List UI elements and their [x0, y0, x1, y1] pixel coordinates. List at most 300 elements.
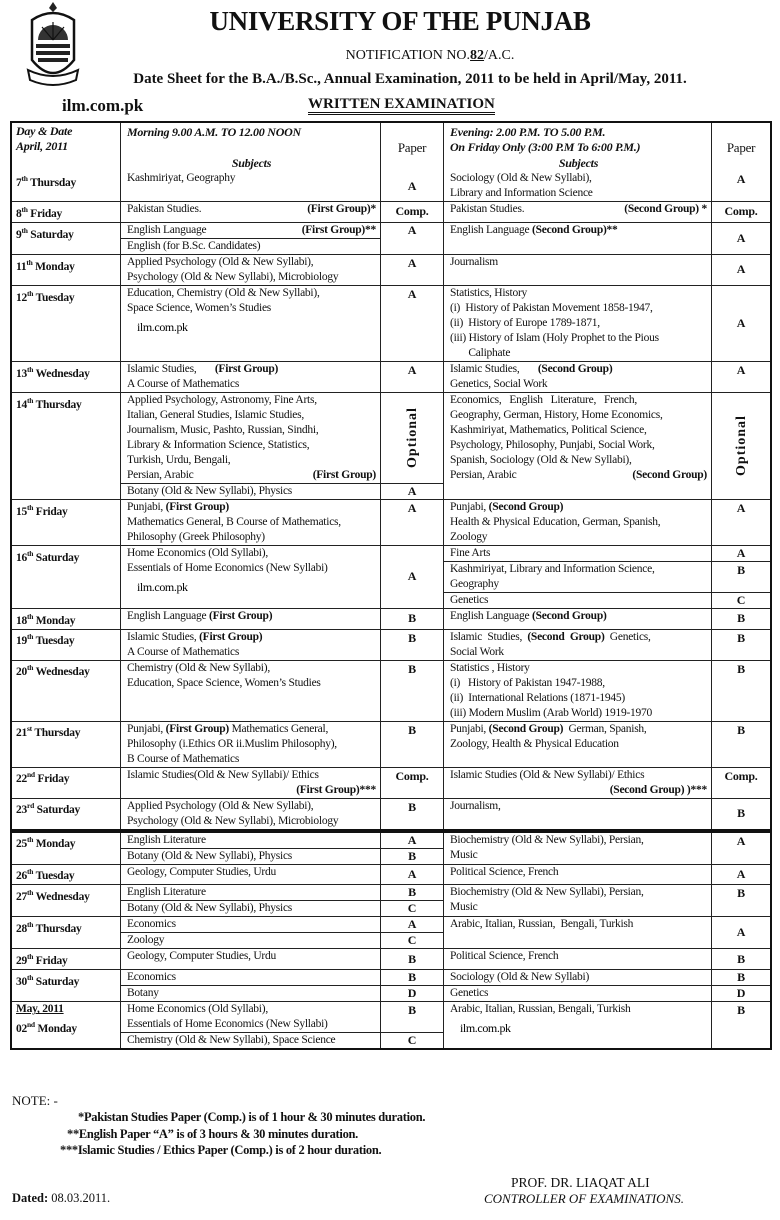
subjects-cell: [121, 286, 380, 361]
notification-suffix: /A.C.: [484, 48, 515, 63]
exam-slot: [444, 949, 770, 969]
group-label: (First Group): [199, 630, 263, 643]
subject-line: [127, 722, 376, 737]
paper-code: [711, 286, 770, 361]
group-label: (Second Group) )***: [609, 783, 707, 796]
date-cell: [12, 661, 120, 721]
date-suffix: th: [27, 835, 34, 845]
subjects-cell: [121, 362, 380, 392]
weekday: Wednesday: [35, 666, 90, 679]
paper-code: [711, 949, 770, 969]
subject-text: Islamic Studies,: [450, 362, 538, 375]
subject-text: Persian, Arabic: [450, 468, 517, 481]
date-label: [16, 632, 75, 648]
weekday: Friday: [35, 955, 68, 968]
paper-label: B: [408, 885, 416, 900]
date-label: [16, 205, 63, 220]
subject-line: Botany (Old & New Syllabi), Physics: [127, 902, 293, 915]
date-cell: [12, 286, 120, 361]
table-row: [12, 629, 770, 660]
subject-line: Geography, German, History, Home Economics,: [450, 408, 663, 421]
date-label: [16, 952, 68, 968]
subjects-cell: [444, 661, 711, 721]
subject-line: English Literature: [127, 886, 206, 899]
date-cell: [12, 799, 120, 829]
group-label: (Second Group): [488, 722, 564, 735]
morning-block: [120, 885, 443, 916]
date-cell: [12, 609, 120, 629]
paper-code: [380, 917, 443, 932]
paper-code: [711, 393, 770, 499]
date-cell: [12, 223, 120, 254]
paper-label: B: [408, 611, 416, 626]
table-row: [12, 361, 770, 392]
subject-line: Applied Psychology, Astronomy, Fine Arts,: [127, 393, 317, 406]
morning-block: [120, 833, 443, 864]
subject-line: Genetics: [450, 987, 489, 1000]
morning-block: [120, 799, 443, 829]
paper-code: [380, 500, 443, 545]
subject-line: Chemistry (Old & New Syllabi), Space Science: [127, 1034, 336, 1047]
date-label: [16, 920, 82, 936]
paper-label: A: [736, 925, 746, 940]
subjects-cell: [121, 901, 380, 916]
subject-text: Pakistan Studies.: [450, 203, 525, 215]
paper-label: B: [408, 799, 416, 814]
subject-line: [450, 362, 707, 377]
subject-line: Biochemistry (Old & New Syllabi), Persian,: [450, 833, 644, 846]
exam-slot: [444, 546, 770, 561]
paper-label: A: [736, 867, 746, 882]
dated-value: 08.03.2011.: [51, 1191, 111, 1205]
exam-slot: [121, 362, 443, 392]
morning-block: [120, 546, 443, 608]
subject-line: (ii) International Relations (1871-1945): [450, 691, 625, 704]
subject-line: Arabic, Italian, Russian, Bengali, Turkish: [450, 918, 634, 931]
date-label: [16, 888, 90, 904]
morning-block: [120, 661, 443, 721]
date-suffix: nd: [27, 770, 35, 780]
evening-block: [443, 885, 770, 916]
date-cell: [12, 768, 120, 798]
exam-slot: [121, 661, 443, 721]
subject-line: Journalism, Music, Pashto, Russian, Sindhi,: [127, 423, 319, 436]
date-suffix: th: [27, 920, 34, 930]
exam-slot: [121, 848, 443, 864]
subjects-cell: [121, 833, 380, 848]
paper-label: Comp.: [724, 768, 758, 783]
morning-session-time: Morning 9.00 A.M. TO 12.00 NOON: [127, 125, 301, 139]
paper-column-header: Paper: [711, 123, 770, 171]
evening-block: [443, 768, 770, 798]
date-suffix: st: [27, 724, 32, 734]
weekday: Thursday: [30, 176, 77, 189]
subject-text: German, Spanish,: [563, 722, 647, 735]
paper-label: B: [737, 1003, 745, 1018]
paper-label: B: [737, 722, 745, 737]
date-label: [16, 835, 76, 851]
date-number: 28: [16, 923, 27, 936]
paper-code: [380, 171, 443, 201]
subject-line: Geology, Computer Studies, Urdu: [127, 950, 276, 963]
morning-block: [120, 609, 443, 629]
table-row: [12, 884, 770, 916]
header-date-cell: [12, 123, 120, 171]
exam-slot: [121, 949, 443, 969]
subject-line: Genetics, Social Work: [450, 377, 548, 390]
subject-line: [127, 223, 376, 238]
watermark-text: ilm.com.pk: [137, 319, 188, 334]
table-row: [12, 545, 770, 608]
subjects-cell: [121, 933, 380, 948]
watermark-text: ilm.com.pk: [460, 1021, 511, 1036]
paper-code: [380, 255, 443, 285]
paper-code: [711, 630, 770, 660]
paper-label: A: [736, 230, 746, 245]
subject-line: English (for B.Sc. Candidates): [127, 239, 261, 252]
weekday: Saturday: [36, 804, 80, 817]
paper-code: [711, 593, 770, 608]
subjects-cell: [444, 593, 711, 608]
paper-code: [711, 609, 770, 629]
subjects-cell: [121, 393, 380, 483]
subject-line: Space Science, Women’s Studies: [127, 301, 272, 314]
evening-block: [443, 609, 770, 629]
subject-line: Kashmiriyat, Library and Information Science,: [450, 562, 655, 575]
subject-line: Home Economics (Old Syllabi),: [127, 1003, 268, 1016]
dated: [12, 1191, 110, 1206]
subjects-cell: [444, 917, 711, 948]
date-suffix: th: [27, 888, 34, 898]
subject-line: Psychology (Old & New Syllabi), Microbiology: [127, 270, 339, 283]
table-row: [12, 201, 770, 222]
subjects-cell: [444, 885, 711, 916]
group-label: (First Group)***: [296, 783, 376, 796]
evening-block: [443, 799, 770, 829]
morning-block: [120, 865, 443, 885]
subject-line: [450, 223, 707, 238]
subject-line: B Course of Mathematics: [127, 752, 240, 765]
date-label: [16, 973, 80, 989]
subject-line: [127, 202, 376, 217]
exam-slot: [121, 985, 443, 1001]
date-label: [16, 611, 76, 627]
subjects-cell: [121, 546, 380, 608]
section-title: WRITTEN EXAMINATION: [308, 97, 495, 115]
subjects-cell: [121, 1033, 380, 1048]
header-month: April, 2011: [16, 139, 68, 153]
date-suffix: rd: [27, 801, 34, 811]
paper-code: [380, 865, 443, 885]
subject-line: Political Science, French: [450, 865, 559, 878]
paper-label: A: [407, 362, 417, 377]
paper-label: B: [737, 806, 745, 821]
date-cell: [12, 833, 120, 864]
header-evening-subjects: [444, 123, 711, 171]
weekday: Thursday: [34, 727, 81, 740]
subject-line: Geology, Computer Studies, Urdu: [127, 865, 276, 878]
paper-code: [711, 562, 770, 592]
exam-slot: [121, 932, 443, 948]
subject-line: Essentials of Home Economics (New Syllabi): [127, 1018, 328, 1031]
date-cell: [12, 722, 120, 767]
evening-block: [443, 546, 770, 608]
subjects-cell: [121, 722, 380, 767]
subject-line: Caliphate: [450, 346, 511, 359]
note-item: *Pakistan Studies Paper (Comp.) is of 1 hour & 30 minutes duration.: [78, 1110, 426, 1124]
exam-slot: [121, 865, 443, 885]
notification-no: 82: [470, 48, 485, 63]
subjects-cell: [121, 630, 380, 660]
subject-line: Education, Space Science, Women’s Studies: [127, 676, 321, 689]
subject-line: [127, 500, 376, 515]
subject-line: Islamic Studies(Old & New Syllabi)/ Ethics: [127, 768, 319, 781]
paper-label: A: [407, 867, 417, 882]
subject-line: [450, 202, 707, 217]
paper-label: Comp.: [395, 204, 429, 219]
evening-block: [443, 202, 770, 222]
subject-line: (ii) History of Europe 1789-1871,: [450, 316, 600, 329]
table-row: [12, 285, 770, 361]
morning-block: [120, 171, 443, 201]
date-label: [16, 174, 77, 189]
paper-label: A: [407, 832, 417, 847]
date-cell: [12, 970, 120, 1001]
exam-slot: [444, 202, 770, 222]
paper-code: [380, 933, 443, 948]
subject-line: Economics: [127, 918, 176, 931]
date-suffix: th: [21, 174, 28, 183]
subject-line: [127, 630, 376, 645]
header-morning: [121, 123, 443, 171]
date-suffix: th: [27, 395, 34, 405]
date-label: [16, 364, 90, 380]
subject-text: English Language: [450, 609, 532, 622]
subject-line: Turkish, Urdu, Bengali,: [127, 453, 231, 466]
subjects-cell: [121, 255, 380, 285]
subjects-cell: [444, 609, 711, 629]
note-item: ***Islamic Studies / Ethics Paper (Comp.) is of 2 hour duration.: [60, 1143, 382, 1157]
notification-number: [0, 48, 780, 64]
weekday: Monday: [35, 260, 75, 273]
exam-slot: [444, 985, 770, 1001]
exam-slot: [444, 393, 770, 499]
table-row: [12, 948, 770, 969]
subject-line: (i) History of Pakistan Movement 1858-1947,: [450, 301, 653, 314]
subject-line: Zoology, Health & Physical Education: [450, 737, 619, 750]
subjects-cell: [444, 393, 711, 499]
exam-slot: [444, 255, 770, 285]
subject-line: Mathematics General, B Course of Mathematics,: [127, 515, 341, 528]
exam-slot: [444, 865, 770, 885]
weekday: Tuesday: [35, 870, 75, 883]
note-heading: NOTE: -: [12, 1093, 58, 1108]
paper-label: A: [736, 315, 746, 330]
weekday: Friday: [35, 505, 68, 518]
paper-label: A: [736, 362, 746, 377]
paper-code: [711, 546, 770, 561]
morning-block: [120, 970, 443, 1001]
month-label: May, 2011: [16, 1003, 64, 1016]
subject-line: [450, 783, 707, 798]
paper-code: [380, 630, 443, 660]
subjects-cell: [444, 562, 711, 592]
evening-block: [443, 865, 770, 885]
subjects-cell: [121, 484, 380, 499]
date-suffix: nd: [27, 1020, 35, 1030]
header-day-date: Day & Date: [16, 124, 73, 138]
morning-block: [120, 949, 443, 969]
weekday: Saturday: [30, 228, 74, 241]
exam-slot: [444, 630, 770, 660]
notification-prefix: NOTIFICATION NO.: [345, 48, 471, 63]
date-sheet-table: [10, 121, 772, 1050]
date-suffix: th: [27, 973, 34, 983]
note-item: **English Paper “A” is of 3 hours & 30 minutes duration.: [67, 1127, 358, 1141]
date-number: 14: [16, 398, 27, 411]
paper-code: [380, 885, 443, 900]
weekday: Monday: [35, 614, 76, 627]
date-number: 8: [16, 207, 22, 220]
morning-block: [120, 917, 443, 948]
date-number: 25: [16, 838, 27, 851]
date-suffix: th: [27, 364, 34, 374]
evening-block: [443, 171, 770, 201]
exam-slot: [121, 500, 443, 545]
evening-block: [443, 833, 770, 864]
subject-line: Music: [450, 901, 478, 914]
exam-slot: [444, 885, 770, 916]
exam-slot: [444, 833, 770, 864]
weekday: Wednesday: [35, 367, 90, 380]
morning-block: [120, 630, 443, 660]
date-suffix: th: [27, 663, 34, 673]
group-label: (First Group): [312, 468, 376, 481]
date-label: [16, 257, 75, 273]
table-row: [12, 1001, 770, 1048]
exam-slot: [121, 202, 443, 222]
evening-block: [443, 917, 770, 948]
exam-slot: [121, 885, 443, 900]
subjects-cell: [444, 362, 711, 392]
paper-label: A: [736, 545, 746, 560]
subject-text: English Language: [450, 223, 532, 236]
exam-slot: [444, 609, 770, 629]
morning-block: [120, 1002, 443, 1048]
date-suffix: th: [27, 632, 34, 642]
morning-block: [120, 393, 443, 499]
paper-code: [380, 223, 443, 238]
subject-text: Punjabi,: [127, 500, 166, 513]
table-row: [12, 660, 770, 721]
paper-code: [711, 255, 770, 285]
paper-label: B: [737, 886, 745, 901]
paper-code: [711, 970, 770, 985]
subjects-cell: [444, 1002, 711, 1048]
subjects-cell: [444, 799, 711, 829]
weekday: Saturday: [35, 551, 80, 564]
exam-slot: [121, 900, 443, 916]
subject-line: Education, Chemistry (Old & New Syllabi),: [127, 286, 320, 299]
exam-slot: [121, 768, 443, 798]
subjects-cell: [121, 500, 380, 545]
paper-label: A: [736, 172, 746, 186]
date-number: 9: [16, 228, 22, 241]
paper-code: [711, 917, 770, 948]
subject-line: Psychology (Old & New Syllabi), Microbiology: [127, 814, 339, 827]
paper-code: [711, 1002, 770, 1048]
subjects-cell: [444, 970, 711, 985]
evening-block: [443, 362, 770, 392]
date-label: [16, 225, 74, 241]
date-number: 02: [16, 1023, 27, 1036]
table-row: [12, 864, 770, 885]
group-label: (First Group): [165, 722, 229, 735]
paper-code: [711, 171, 770, 201]
paper-label: Comp.: [395, 768, 429, 783]
paper-label: A: [407, 917, 417, 932]
subject-line: Geography: [450, 577, 499, 590]
subjects-label: Subjects: [231, 156, 272, 170]
subject-line: Botany (Old & New Syllabi), Physics: [127, 484, 293, 497]
subjects-cell: [121, 799, 380, 829]
paper-label: B: [408, 970, 416, 985]
paper-code: [380, 238, 443, 254]
subject-line: Fine Arts: [450, 546, 491, 559]
subject-line: Botany (Old & New Syllabi), Physics: [127, 849, 293, 862]
group-label: (First Group): [165, 500, 229, 513]
morning-block: [120, 500, 443, 545]
subjects-cell: [444, 223, 711, 254]
header-evening-block: [443, 123, 770, 171]
date-suffix: th: [27, 867, 34, 877]
date-suffix: th: [21, 225, 28, 235]
paper-label: B: [737, 970, 745, 985]
date-label: [16, 288, 75, 304]
date-label: [16, 1020, 77, 1036]
subject-line: Zoology: [127, 934, 165, 947]
subject-text: Pakistan Studies.: [127, 203, 202, 215]
subject-line: Italian, General Studies, Islamic Studies,: [127, 408, 304, 421]
subject-line: Journalism,: [450, 799, 501, 812]
table-header-row: [12, 123, 770, 171]
date-number: 20: [16, 666, 27, 679]
dated-label: Dated:: [12, 1191, 49, 1205]
table-row: [12, 916, 770, 948]
evening-block: [443, 286, 770, 361]
evening-block: [443, 970, 770, 1001]
date-sheet-heading: Date Sheet for the B.A./B.Sc., Annual Examination, 2011 to be held in April/May, 2011.: [133, 71, 687, 87]
date-cell: [12, 865, 120, 885]
subject-line: Islamic Studies (Old & New Syllabi)/ Ethics: [450, 768, 645, 781]
subjects-cell: [444, 986, 711, 1001]
subjects-cell: [121, 986, 380, 1001]
table-row: [12, 798, 770, 829]
exam-slot: [444, 500, 770, 545]
date-number: 16: [16, 551, 27, 564]
paper-label: B: [408, 951, 416, 966]
subject-line: [127, 783, 376, 798]
exam-slot: [121, 722, 443, 767]
paper-code: [711, 223, 770, 254]
date-label: [16, 663, 90, 679]
subject-line: Applied Psychology (Old & New Syllabi),: [127, 799, 314, 812]
exam-slot: [444, 722, 770, 767]
morning-block: [120, 286, 443, 361]
paper-label: B: [408, 722, 416, 737]
paper-label: Optional: [404, 407, 420, 469]
group-label: (First Group): [214, 362, 279, 375]
